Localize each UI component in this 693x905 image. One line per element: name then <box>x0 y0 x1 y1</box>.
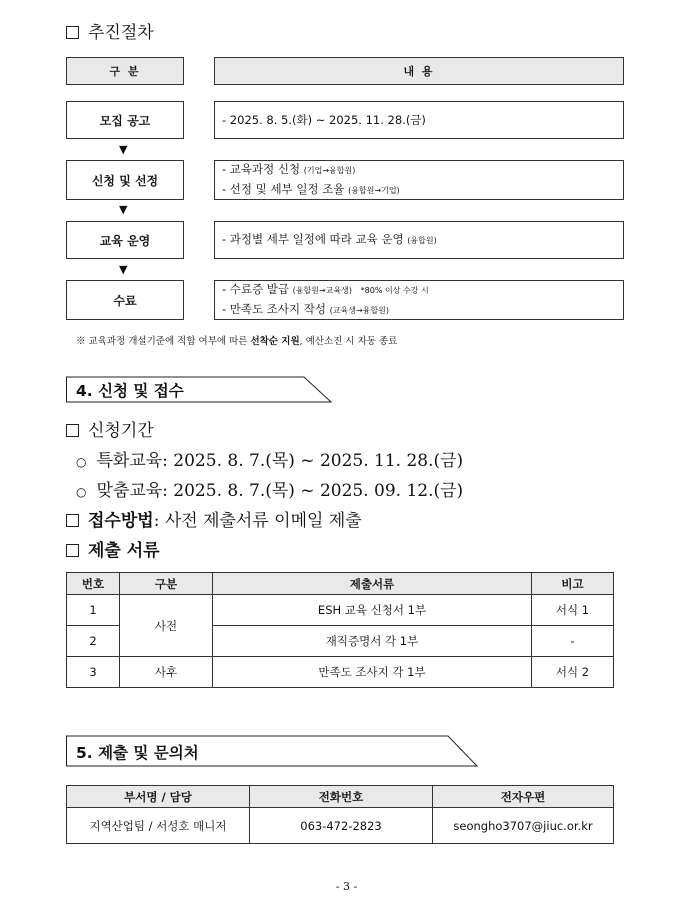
down-arrow-icon: ▼ <box>119 143 128 156</box>
section5-banner <box>66 735 480 761</box>
step-recruitment-desc: - 2025. 8. 5.(화) ~ 2025. 11. 28.(금) <box>214 101 624 139</box>
docs-heading: 제출 서류 <box>66 540 160 562</box>
step-recruitment: 모집 공고 <box>66 101 184 139</box>
checkbox-square-icon <box>66 544 79 557</box>
docs-header-category: 구분 <box>120 573 213 595</box>
procedure-heading: 추진절차 <box>66 22 154 44</box>
contact-header-dept: 부서명 / 담당 <box>67 786 250 808</box>
checkbox-square-icon <box>66 514 79 527</box>
step-application-desc: - 교육과정 신청 (기업→융합원) - 선정 및 세부 일정 조율 (융합원→기업) <box>214 160 624 200</box>
step-operation: 교육 운영 <box>66 221 184 259</box>
step-completion: 수료 <box>66 280 184 320</box>
contact-table <box>66 785 614 844</box>
docs-table <box>66 572 614 688</box>
section5-title: 5. 제출 및 문의처 <box>76 744 199 762</box>
contact-email[interactable]: seongho3707@jiuc.or.kr <box>433 808 614 844</box>
contact-dept: 지역산업팀 / 서성호 매니저 <box>67 808 250 844</box>
contact-phone: 063-472-2823 <box>250 808 433 844</box>
table-row: 3 사후 만족도 조사지 각 1부 서식 2 <box>67 657 614 688</box>
step-operation-desc: - 과정별 세부 일정에 따라 교육 운영 (융합원) <box>214 221 624 259</box>
docs-header-remark: 비고 <box>532 573 614 595</box>
procedure-header-content: 내 용 <box>214 57 624 85</box>
table-row: 2 재직증명서 각 1부 - <box>67 626 614 657</box>
procedure-header-category: 구 분 <box>66 57 184 85</box>
section4-banner <box>66 376 334 402</box>
period-custom: ○ 맞춤교육: 2025. 8. 7.(목) ~ 2025. 09. 12.(금) <box>76 481 464 501</box>
down-arrow-icon: ▼ <box>119 263 128 276</box>
circle-bullet-icon: ○ <box>76 455 87 469</box>
table-row <box>67 808 614 844</box>
docs-header-no: 번호 <box>67 573 120 595</box>
period-heading: 신청기간 <box>66 420 154 442</box>
step-application: 신청 및 선정 <box>66 160 184 200</box>
contact-header-email: 전자우편 <box>433 786 614 808</box>
circle-bullet-icon: ○ <box>76 485 87 499</box>
checkbox-square-icon <box>66 26 79 39</box>
period-specialized: ○ 특화교육: 2025. 8. 7.(목) ~ 2025. 11. 28.(금) <box>76 451 464 471</box>
method-line: 접수방법: 사전 제출서류 이메일 제출 <box>66 510 362 532</box>
page-number: - 3 - <box>335 880 358 893</box>
table-row: 1 사전 ESH 교육 신청서 1부 서식 1 <box>67 595 614 626</box>
checkbox-square-icon <box>66 424 79 437</box>
section4-title: 4. 신청 및 접수 <box>76 382 184 400</box>
down-arrow-icon: ▼ <box>119 203 128 216</box>
step-completion-desc: - 수료증 발급 (융합원→교육생) *80% 이상 수강 시 - 만족도 조사지 작성 (교육생→융합원) <box>214 280 624 320</box>
docs-header-doc: 제출서류 <box>213 573 532 595</box>
contact-header-phone: 전화번호 <box>250 786 433 808</box>
procedure-footnote: ※ 교육과정 개설기준에 적합 여부에 따른 선착순 지원, 예산소진 시 자동 종료 <box>76 336 398 347</box>
